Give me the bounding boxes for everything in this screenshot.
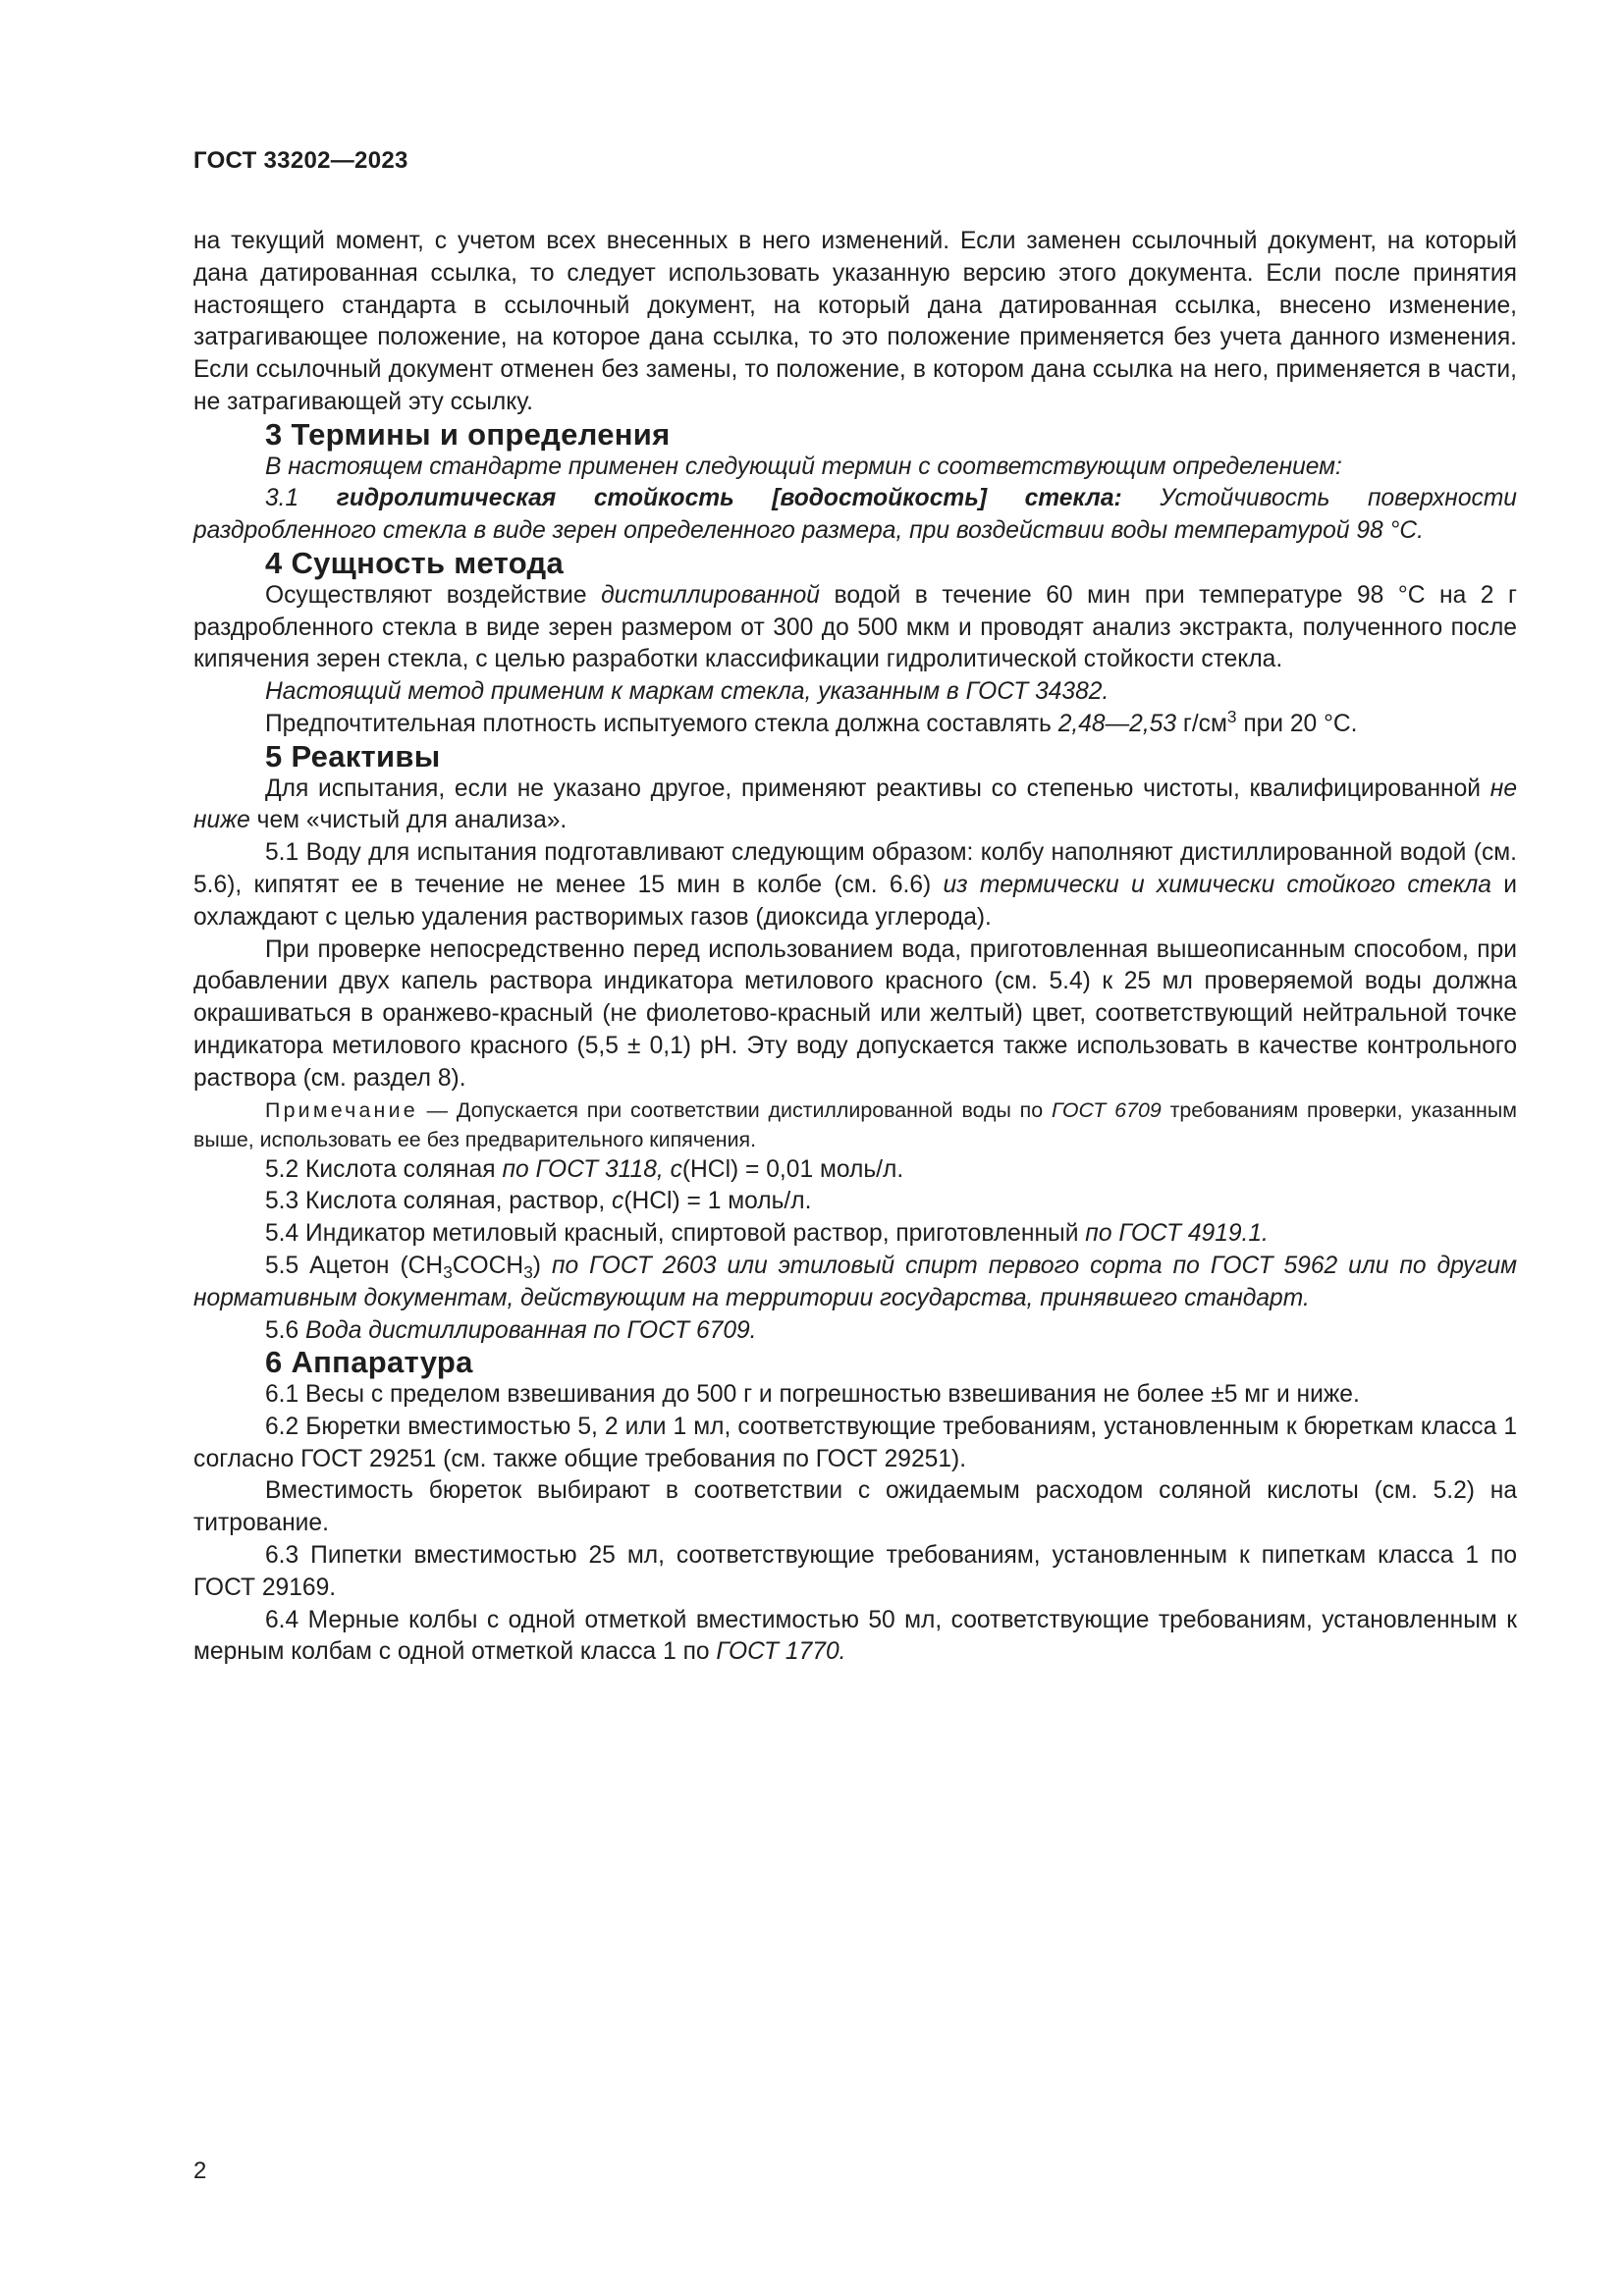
s5-note [193,1095,1517,1154]
s4-paragraph-1 [193,580,1517,676]
s5-item-5-3 [193,1186,1517,1218]
s5-item-5-5 [193,1251,1517,1315]
section-5-title: 5 Реактивы [265,738,441,774]
s3-term-definition [193,483,1517,548]
i55-mid: COCH [452,1252,524,1279]
i52-d: (HCl) = 0,01 моль/л. [681,1155,904,1183]
s5-p2-a: 5.1 Воду для испытания подготавливают следующим образом: колбу наполняют дистиллированной водой (см. 5.6), кипятят ее в течение не менее 15 мин в колбе (см. 6.6) [193,839,1517,898]
s4-paragraph-2 [193,676,1517,709]
i55-b: ) [532,1252,541,1279]
i53-a: 5.3 Кислота соляная, раствор, [265,1188,606,1215]
note-c: требованиям проверки, указанным выше, использовать ее без предварительного кипячения. [193,1097,1517,1151]
s4-p3-sup: 3 [1226,706,1237,726]
s4-p1-a: Осуществляют воздействие [265,581,587,609]
i55-sub1: 3 [443,1261,453,1282]
s4-paragraph-3 [193,706,1517,741]
s6-item-6-2: 6.2 Бюретки вместимостью 5, 2 или 1 мл, соответствующие требованиям, установленным к бюреткам класса 1 согласно ГОСТ 29251 (см. также общие требования по ГОСТ 29251). [193,1413,1517,1472]
note-a: — Допускается при соответствии дистиллированной воды по [426,1097,1044,1122]
s3-term: гидролитическая стойкость [водостойкость] стекла: [336,485,1122,512]
s3-paragraph-1 [193,452,1517,484]
s5-p1-c: чем «чистый для анализа». [256,807,568,834]
s5-item-5-2 [193,1154,1517,1187]
s5-paragraph-1 [193,774,1517,838]
s5-item-5-4 [193,1218,1517,1251]
s4-p2-text: Настоящий метод применим к маркам стекла, указанным в ГОСТ 34382. [265,678,1110,706]
document-header: ГОСТ 33202—2023 [193,147,408,174]
intro-paragraph: на текущий момент, с учетом всех внесенных в него изменений. Если заменен ссылочный документ, на который дана датированная ссылка, то следует использовать указанную версию этого документа. Если после принятия настоящего стандарта в ссылочный документ, на который дана датированная ссылка, внесено изменение, затрагивающее положение, на которое дана ссылка, то это положение применяется без учета данного изменения. Если ссылочный документ отменен без замены, то положение, в котором дана ссылка на него, применяется в части, не затрагивающей эту ссылку. [193,228,1517,415]
s4-p3-d: при 20 °С. [1243,710,1358,737]
s5-item-5-1 [193,837,1517,934]
i52-c: c [670,1155,682,1183]
s6-item-6-2-capacity: Вместимость бюреток выбирают в соответствии с ожидаемым расходом соляной кислоты (см. 5.2) на титрование. [193,1477,1517,1537]
page-number: 2 [193,2158,207,2184]
s5-p1-a: Для испытания, если не указано другое, применяют реактивы со степенью чистоты, квалифицированной [265,774,1482,802]
s3-p1-text: В настоящем стандарте применен следующий термин с соответствующим определением: [265,453,1342,480]
i52-a: 5.2 Кислота соляная [265,1155,496,1183]
s6-item-6-3: 6.3 Пипетки вместимостью 25 мл, соответствующие требованиям, установленным к пипеткам класса 1 по ГОСТ 29169. [193,1542,1517,1601]
s4-p1-c: водой в течение 60 мин при температуре 98 °С на 2 г раздробленного стекла в виде зерен размером от 300 до 500 мкм и проводят анализ экстракта, полученного после кипячения зерен стекла, с целью разработки классификации гидролитической стойкости стекла. [193,581,1517,673]
i54-a: 5.4 Индикатор метиловый красный, спиртовой раствор, приготовленный [265,1220,1079,1248]
s5-p1-b: не ниже [193,774,1517,834]
section-6-title: 6 Аппаратура [265,1345,473,1380]
s6-item-6-1: 6.1 Весы с пределом взвешивания до 500 г и погрешностью взвешивания не более ±5 мг и ниже. [265,1381,1360,1409]
i64-b: ГОСТ 1770. [716,1638,846,1666]
i54-b: по ГОСТ 4919.1. [1085,1220,1269,1248]
i53-b: c [612,1188,624,1215]
i55-sub2: 3 [523,1261,533,1282]
s4-p3-b: 2,48—2,53 [1057,710,1177,737]
s4-p3-a: Предпочтительная плотность испытуемого стекла должна составлять [265,710,1052,737]
section-3-title: 3 Термины и определения [265,416,671,452]
i52-b: по ГОСТ 3118, [502,1155,664,1183]
s3-term-number: 3.1 [265,485,299,512]
page-content [193,226,1517,1669]
i53-c: (HCl) = 1 моль/л. [623,1188,812,1215]
i55-a: 5.5 Ацетон (CH [265,1252,444,1279]
s3-definition: Устойчивость поверхности раздробленного стекла в виде зерен определенного размера, при воздействии воды температурой 98 °С. [193,485,1517,545]
s4-p3-c: г/см [1182,710,1227,737]
s5-p2-c: и охлаждают с целью удаления растворимых газов (диоксида углерода). [193,871,1518,931]
i55-c: по ГОСТ 2603 или этиловый спирт первого сорта по ГОСТ 5962 или по другим нормативным документам, действующим на территории государства, принявшего стандарт. [193,1252,1517,1311]
s5-paragraph-check: При проверке непосредственно перед использованием вода, приготовленная вышеописанным способом, при добавлении двух капель раствора индикатора метилового красного (см. 5.4) к 25 мл проверяемой воды должна окрашиваться в оранжево-красный (не фиолетово-красный или желтый) цвет, соответствующий нейтральной точке индикатора метилового красного (5,5 ± 0,1) рН. Эту воду допускается также использовать в качестве контрольного раствора (см. раздел 8). [193,935,1517,1092]
i56-b: Вода дистиллированная по ГОСТ 6709. [305,1316,757,1344]
s5-p2-b: из термически и химически стойкого стекла [943,871,1491,898]
s5-item-5-6 [193,1315,1517,1348]
note-label: Примечание [265,1097,418,1122]
i56-a: 5.6 [265,1316,299,1344]
s4-p1-b: дистиллированной [601,581,820,609]
i64-a: 6.4 Мерные колбы с одной отметкой вместимостью 50 мл, соответствующие требованиям, установленным к мерным колбам с одной отметкой класса 1 по [193,1606,1517,1666]
s6-item-6-4 [193,1605,1517,1670]
section-4-title: 4 Сущность метода [265,545,565,580]
note-b: ГОСТ 6709 [1051,1097,1162,1122]
